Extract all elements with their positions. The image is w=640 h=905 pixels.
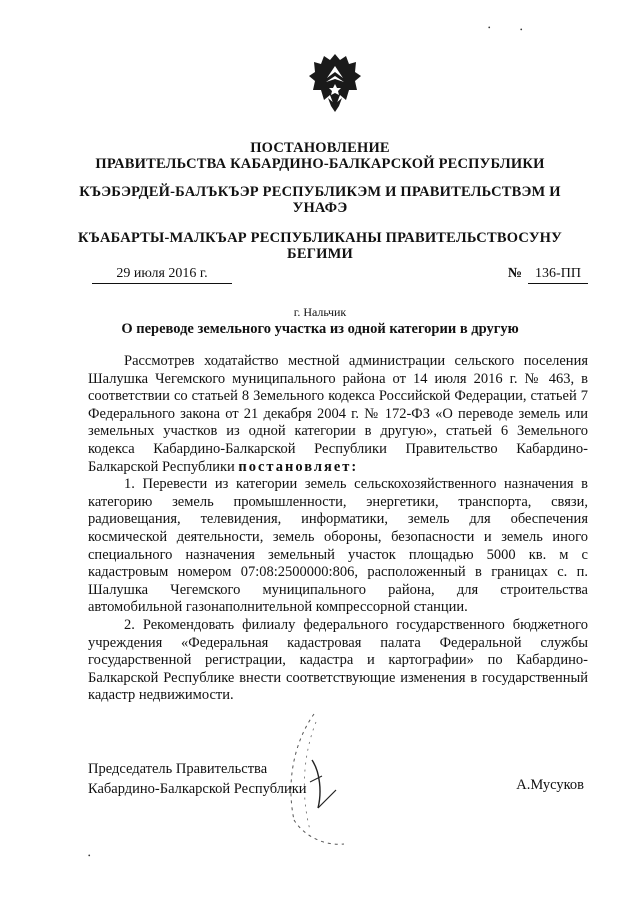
document-header-kabardian <box>70 184 570 216</box>
coat-of-arms-emblem <box>306 48 364 116</box>
signatory-name: А.Мусуков <box>516 777 584 793</box>
scan-speck: • <box>88 852 91 860</box>
document-title: О переводе земельного участка из одной категории в другую <box>121 321 519 337</box>
signatory-position <box>88 759 307 799</box>
date-number-line <box>92 266 588 286</box>
signatory-position-line-1: Председатель Правительства <box>88 761 268 777</box>
header-balkar-line-2: БЕГИМИ <box>287 246 353 262</box>
document-number: 136-ПП <box>528 266 588 284</box>
header-kabardian-line-2: УНАФЭ <box>292 200 348 216</box>
preamble-paragraph <box>88 353 588 476</box>
document-date: 29 июля 2016 г. <box>92 266 232 284</box>
header-balkar-line-1: КЪАБАРТЫ-МАЛКЪАР РЕСПУБЛИКАНЫ ПРАВИТЕЛЬСТВОСУНУ <box>78 230 562 246</box>
resolves-word: постановляет: <box>238 458 359 475</box>
header-line-2: ПРАВИТЕЛЬСТВА КАБАРДИНО-БАЛКАРСКОЙ РЕСПУБЛИКИ <box>95 156 545 172</box>
document-number-block <box>508 266 588 284</box>
scan-speck: • <box>488 24 491 32</box>
city-name: г. Нальчик <box>293 305 347 319</box>
header-kabardian-line-1: КЪЭБЭРДЕЙ-БАЛЪКЪЭР РЕСПУБЛИКЭМ И ПРАВИТЕЛЬСТВЭМ И <box>79 184 561 200</box>
preamble-text: Рассмотрев ходатайство местной администрации сельского поселения Шалушка Чегемского муниципального района от 14 июля 2016 г. № 463, в соответствии со статьей 8 Земельного кодекса Российской Федерации, статьей 7 Федерального закона от 21 декабря 2004 г. № 172-ФЗ «О переводе земель или земельных участков из одной категории в другую», статьей 6 Земельного кодекса Кабардино-Балкарской Республики Правительство Кабардино-Балкарской Республики <box>88 353 588 475</box>
header-line-1: ПОСТАНОВЛЕНИЕ <box>250 140 390 156</box>
document-body <box>88 353 588 705</box>
item-1-paragraph: 1. Перевести из категории земель сельскохозяйственного назначения в категорию земель промышленности, энергетики, транспорта, связи, радиовещания, телевидения, информатики, земель для обеспечения космической деятельности, земель обороны, безопасности и земель иного специального назначения земельный участок площадью 5000 кв. м с кадастровым номером 07:08:2500000:806, расположенный в границах с. п. Шалушка Чегемского муниципального района, для строительства автомобильной газонаполнительной компрессорной станции. <box>88 476 588 616</box>
signatory-position-line-2: Кабардино-Балкарской Республики <box>88 781 307 797</box>
scan-speck: • <box>520 26 523 34</box>
document-header-russian <box>70 140 570 172</box>
number-sign: № <box>507 266 522 281</box>
document-header-balkar <box>70 230 570 262</box>
item-2-paragraph: 2. Рекомендовать филиалу федерального государственного бюджетного учреждения «Федеральная кадастровая палата Федеральной службы государственной регистрации, кадастра и картографии» по Кабардино-Балкарской Республике внести соответствующие изменения в государственный кадастр недвижимости. <box>88 616 588 704</box>
